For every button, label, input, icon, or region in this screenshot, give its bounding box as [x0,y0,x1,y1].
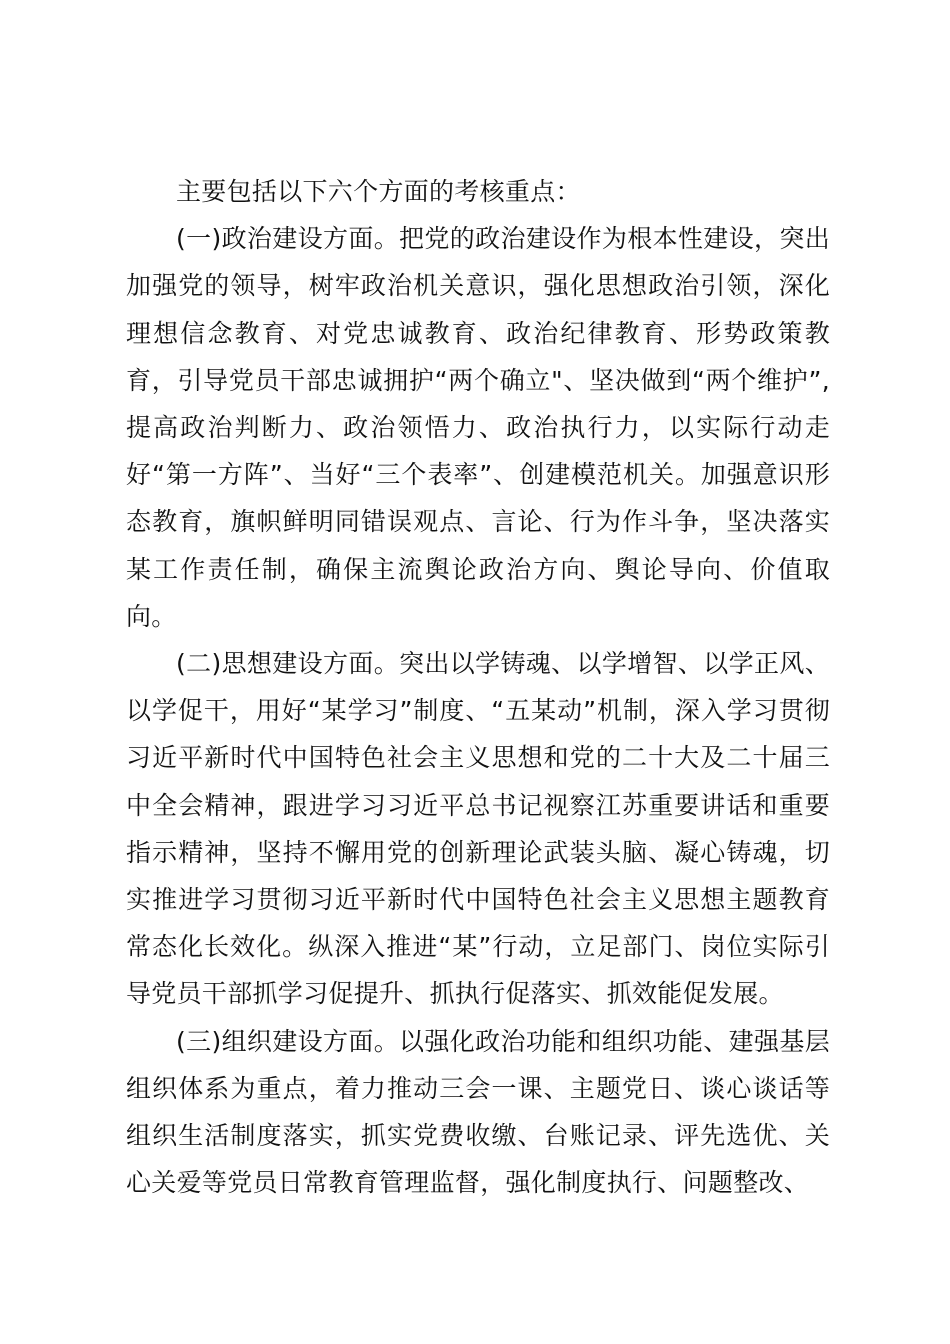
paragraph-organizational-construction: (三)组织建设方面。以强化政治功能和组织功能、建强基层组织体系为重点，着力推动三会一课、主题党日、谈心谈话等组织生活制度落实，抓实党费收缴、台账记录、评先选优、关心关爱等党员日常教育管理监督，强化制度执行、问题整改、 [126,1026,830,1198]
paragraph-ideological-construction: (二)思想建设方面。突出以学铸魂、以学增智、以学正风、以学促干，用好“某学习”制度、“五某动”机制，深入学习贯彻习近平新时代中国特色社会主义思想和党的二十大及二十届三中全会精神，跟进学习习近平总书记视察江苏重要讲话和重要指示精神，坚持不懈用党的创新理论武装头脑、凝心铸魂，切实推进学习贯彻习近平新时代中国特色社会主义思想主题教育常态化长效化。纵深入推进“某”行动，立足部门、岗位实际引导党员干部抓学习促提升、抓执行促落实、抓效能促发展。 [126,649,830,1009]
paragraph-political-construction: (一)政治建设方面。把党的政治建设作为根本性建设，突出加强党的领导，树牢政治机关意识，强化思想政治引领，深化理想信念教育、对党忠诚教育、政治纪律教育、形势政策教育，引导党员干部忠诚拥护“两个确立"、坚决做到“两个维护”,提高政治判断力、政治领悟力、政治执行力，以实际行动走好“第一方阵”、当好“三个表率”、创建模范机关。加强意识形态教育，旗帜鲜明同错误观点、言论、行为作斗争，坚决落实某工作责任制，确保主流舆论政治方向、舆论导向、价值取向。 [126,224,830,631]
paragraph-intro: 主要包括以下六个方面的考核重点： [176,177,581,206]
document-body [126,168,830,1206]
